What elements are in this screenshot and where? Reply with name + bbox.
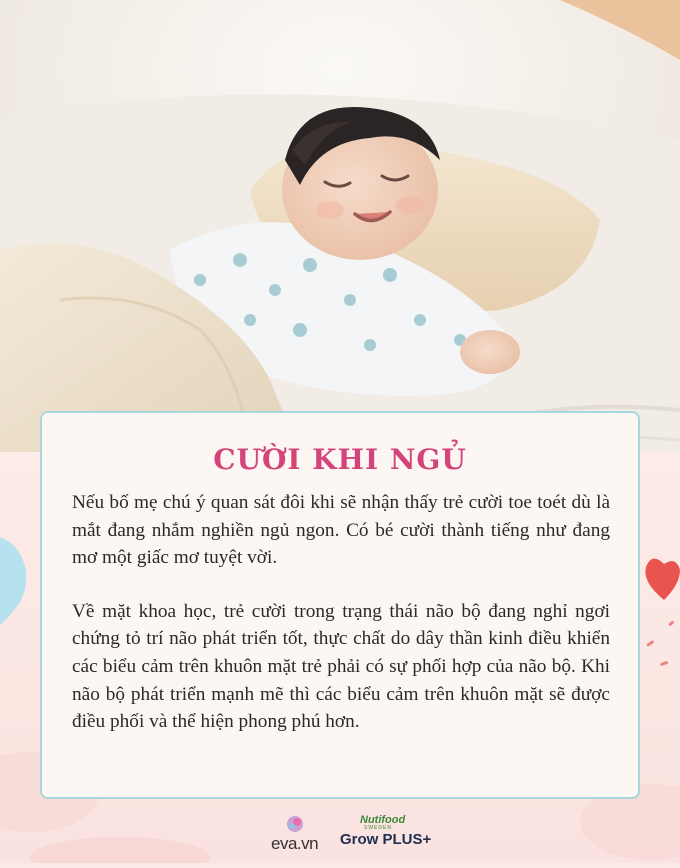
- paragraph-1: Nếu bố mẹ chú ý quan sát đôi khi sẽ nhận thấy trẻ cười toe toét dù là mắt đang nhắm nghiền ngủ ngon. Có bé cười thành tiếng như đang mơ một giấc mơ tuyệt vời.: [72, 492, 610, 569]
- eva-logo: [271, 814, 331, 852]
- red-heart-icon: [645, 559, 680, 600]
- paragraph-2: Về mặt khoa học, trẻ cười trong trạng thái não bộ đang nghỉ ngơi chứng tỏ trí não phát triển tốt, thực chất do dây thần kinh điều khiển các biểu cảm trên khuôn mặt trẻ phải có sự phối hợp của não bộ. Khi não bộ phát triển mạnh mẽ thì các biểu cảm trên khuôn mặt sẽ được điều phối và thể hiện phong phú hơn.: [72, 600, 610, 733]
- footer-logos: [0, 812, 680, 852]
- eva-logo-text: eva.vn: [271, 834, 319, 853]
- eva-logo-icon: [285, 814, 305, 834]
- nutifood-logo-text: Nutifood: [360, 814, 406, 826]
- blue-heart-icon: [0, 536, 26, 652]
- content-card: [40, 411, 640, 799]
- card-title: CƯỜI KHI NGỦ: [213, 443, 467, 476]
- nutifood-sub-text: SWEDEN: [364, 825, 392, 831]
- card-body: [72, 489, 610, 762]
- growplus-logo-text: Grow PLUS+: [340, 831, 432, 848]
- nutifood-logo: [340, 814, 432, 852]
